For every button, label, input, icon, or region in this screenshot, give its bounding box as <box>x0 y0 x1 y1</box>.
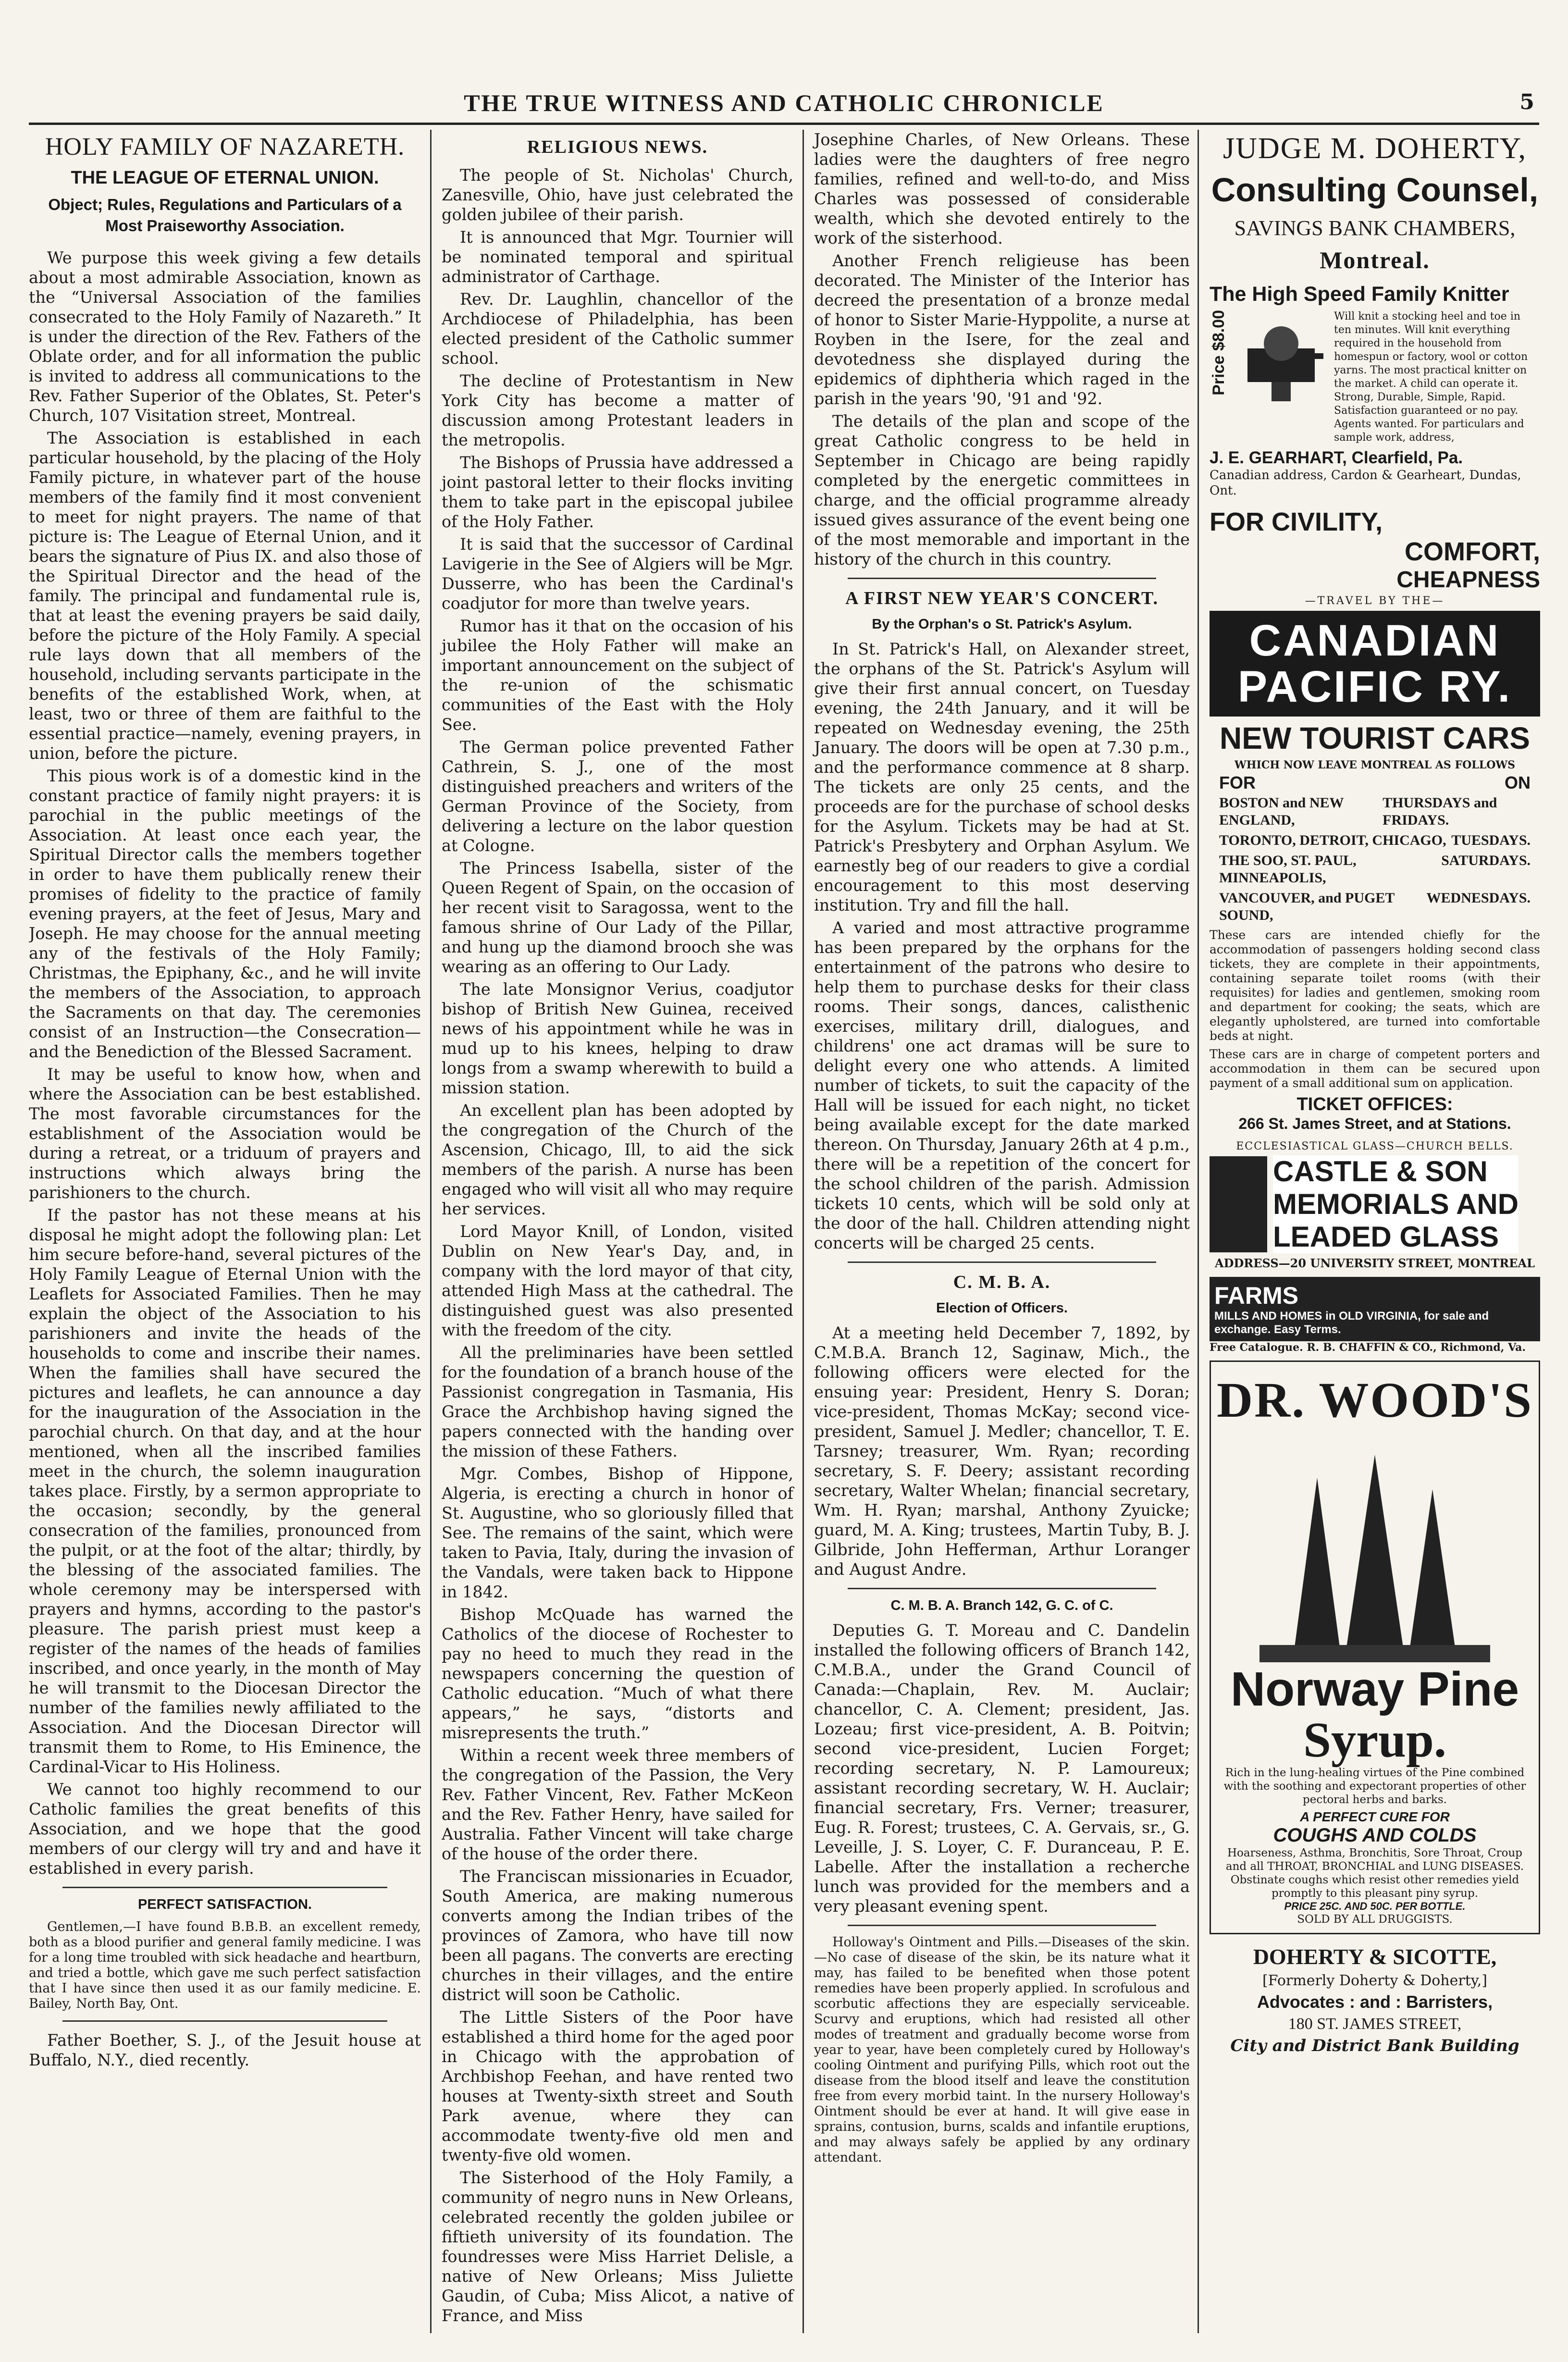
paragraph: We cannot too highly recommend to our Catholic families the great benefits of this Association, and we hope that the good members of our clergy will try and and have it established in every parish. <box>29 1780 421 1878</box>
cpr-ad <box>1210 507 1540 1133</box>
column-rule <box>1198 130 1199 2333</box>
concert-subheading: By the Orphan's o St. Patrick's Asylum. <box>872 617 1132 632</box>
drwood-name: Norway Pine <box>1230 1662 1519 1716</box>
judge-office: SAVINGS BANK CHAMBERS, <box>1234 216 1516 240</box>
divider <box>62 2020 387 2022</box>
cpr-for-label: FOR <box>1219 773 1256 792</box>
news-item: Lord Mayor Knill, of London, visited Dublin on New Year's Day, and, in company with the lord mayor of that city, attended High Mass at the cathedral. The distinguished guest was also presented with the freedom of the city. <box>442 1222 793 1339</box>
cpr-on-label: ON <box>1505 773 1531 792</box>
cpr-comfort: COMFORT, <box>1405 537 1540 566</box>
doherty-name: DOHERTY & SICOTTE, <box>1253 1944 1497 1969</box>
cpr-which: WHICH NOW LEAVE MONTREAL AS FOLLOWS <box>1235 759 1515 771</box>
cpr-destination: BOSTON and NEW ENGLAND, <box>1219 795 1344 828</box>
masthead <box>29 84 1539 125</box>
farms-catalog: Free Catalogue. R. B. CHAFFIN & CO., Richmond, Va. <box>1210 1341 1526 1354</box>
cpr-notes: These cars are intended chiefly for the accommodation of passengers holding second class tickets, they are complete in their appointments, containing separate toilet rooms (with their requisites) for ladies and gentlemen, smoking room and department for cooking; the seats, which are elegantly upholstered, are turned into comfortable beds at night. <box>1210 928 1540 1043</box>
cpr-schedule-row <box>1219 832 1531 849</box>
knitter-description: Will knit a stocking heel and toe in ten minutes. Will knit everything required in the household from homespun or factory, wool or cotton yarns. The most practical knitter on the market. A child can operate it. Strong, Durable, Simple, Rapid. Satisfaction guaranteed or no pay. Agents wanted. For particulars and sample work, address, <box>1334 310 1528 444</box>
paragraph: At a meeting held December 7, 1892, by C.M.B.A. Branch 12, Saginaw, Mich., the following officers were elected for the ensuing year: President, Henry S. Doran; vice-president, Thomas McKay; second vice-president, Samuel J. Medler; chancellor, T. E. Tarsney; treasurer, Wm. Ryan; recording secretary, S. F. Deery; assistant recording secretary, Walter Whelan; financial secretary, Wm. H. Ryan; marshal, Anthony Zyuicke; guard, M. A. King; trustees, Martin Tuby, B. J. Gilbride, John Hefferman, Arthur Loranger and August Andre. <box>814 1323 1190 1579</box>
cpr-cheapness: CHEAPNESS <box>1396 567 1540 593</box>
drwood-perfect: A PERFECT CURE FOR <box>1300 1809 1450 1824</box>
castle-heading: ECCLESIASTICAL GLASS—CHURCH BELLS. <box>1236 1140 1514 1152</box>
drwood-title: DR. WOOD'S <box>1217 1373 1533 1428</box>
holloway-advert: Holloway's Ointment and Pills.—Diseases of the skin.—No case of disease of the skin, be its nature what it may, has failed to be benefited when those potent remedies have been properly applied. In scrofulous and scorbutic affections they are especially serviceable. Scurvy and eruptions, which had resisted all other modes of treatment and gradually become worse from year to year, have been completely cured by Holloway's cooling Ointment and purifying Pills, which root out the disease from the blood itself and leave the constitution free from every morbid taint. In the nursery Holloway's Ointment should be ever at hand. It will give ease in sprains, contusion, burns, scalds and infantile eruptions, and may always safely be applied by any ordinary attendant. <box>814 1935 1190 2165</box>
castle-son-ad <box>1210 1140 1540 1270</box>
article-subhead: THE LEAGUE OF ETERNAL UNION. <box>71 168 379 188</box>
article-headline: HOLY FAMILY OF NAZARETH. <box>45 133 405 161</box>
cpr-destination: THE SOO, ST. PAUL, MINNEAPOLIS, <box>1219 853 1357 886</box>
column-1 <box>29 130 428 2333</box>
column-rule <box>430 130 432 2333</box>
knitter-price: Price $8.00 <box>1210 310 1228 396</box>
drwood-syrup: Syrup. <box>1303 1712 1446 1768</box>
paragraph: If the pastor has not these means at his disposal he might adopt the following plan: Let him secure before-hand, several pictures of the Holy Family League of Eternal Union with the Leaflets for Associated Families. Then he may explain the object of the Association to his parishioners and invite the heads of the households to come and inscribe their names. When the families shall have secured the pictures and leaflets, he can announce a day for the inauguration of the Association in the parochial church. On that day, and at the hour mentioned, when all the inscribed families meet in the church, the solemn inauguration takes place. Firstly, by a sermon appropriate to the occasion; secondly, by the general consecration of the families, pronounced from the pulpit, or at the foot of the altar; thirdly, by the blessing of the associated families. The whole ceremony may be interspersed with prayers and hymns, according to the pastor's pleasure. The parish priest must keep a register of the names of the heads of families inscribed, and once yearly, in the month of May he will transmit to the Diocesan Director the number of the families newly affiliated to the Association. And the Diocesan Director will transmit them to Rome, to His Eminence, the Cardinal-Vicar to His Holiness. <box>29 1206 421 1776</box>
satisfaction-heading: PERFECT SATISFACTION. <box>138 1897 312 1912</box>
masthead-title: THE TRUE WITNESS AND CATHOLIC CHRONICLE <box>464 89 1104 116</box>
cpr-schedule-row <box>1219 794 1531 829</box>
castle-glass: LEADED GLASS <box>1273 1221 1519 1253</box>
branch-heading: C. M. B. A. Branch 142, G. C. of C. <box>890 1598 1113 1613</box>
cpr-destination: TORONTO, DETROIT, CHICAGO, <box>1219 832 1446 848</box>
judge-title: Consulting Counsel, <box>1211 171 1539 209</box>
cpr-schedule-header <box>1219 774 1531 791</box>
news-item: The Franciscan missionaries in Ecuador, South America, are making numerous converts among the Indian tribes of the provinces of Zamora, who have till now been all pagans. The converts are erecting churches in their villages, and the entire district will soon be Catholic. <box>442 1867 793 2004</box>
cpr-schedule-row <box>1219 890 1531 924</box>
news-item: Rumor has it that on the occasion of his jubilee the Holy Father will make an important announcement on the subject of the re-union of the schismatic communities of the East with the Holy See. <box>442 617 793 734</box>
paragraph: This pious work is of a domestic kind in the constant practice of family night prayers: it is parochial in the public meetings of the Association. At least once each year, the Spiritual Director calls the members together in order to have them publically renew their promises of fidelity to the practice of family evening prayers, at the feet of Jesus, Mary and Joseph. He may choose for the annual meeting any of the festivals of the Holy Family; Christmas, the Epiphany, &c., and he will invite the members of the Association, to approach the Sacraments on that day. The ceremonies consist of an Instruction—the Consecration—and the Benediction of the Blessed Sacrament. <box>29 767 421 1061</box>
news-item: An excellent plan has been adopted by the congregation of the Church of the Ascension, Chicago, Ill, to aid the sick members of the parish. A nurse has been engaged who will visit all who may require her services. <box>442 1101 793 1218</box>
news-item: The late Monsignor Verius, coadjutor bishop of British New Guinea, received news of his appointment while he was in mud up to his knees, helping to draw longs from a swamp wherewith to build a mission station. <box>442 980 793 1097</box>
column-2 <box>435 130 800 2333</box>
news-item: Bishop McQuade has warned the Catholics of the diocese of Rochester to pay no heed to much they read in the newspapers concerning the question of Catholic education. “Much of what there appears,” he says, “distorts and misrepresents the truth.” <box>442 1605 793 1742</box>
news-item: The Princess Isabella, sister of the Queen Regent of Spain, on the occasion of her recent visit to Saragossa, went to the famous shrine of Our Lady of the Pillar, and hung up the diamond brooch she was wearing as an offering to Our Lady. <box>442 859 793 976</box>
farms-title: FARMS <box>1214 1282 1298 1309</box>
cpr-tourist-cars: NEW TOURIST CARS <box>1220 721 1530 755</box>
news-item: The Bishops of Prussia have addressed a joint pastoral letter to their flocks inviting them to take part in the episcopal jubilee of the Holy Father. <box>442 453 793 531</box>
doherty-role: Advocates : and : Barristers, <box>1257 1992 1493 2012</box>
drwood-coughs: COUGHS AND COLDS <box>1273 1825 1477 1846</box>
news-item: The Sisterhood of the Holy Family, a community of negro nuns in New Orleans, celebrated recently the golden jubilee or fiftieth university of its foundation. The foundresses were Miss Harriet Delisle, a native of New Orleans; Miss Juliette Gaudin, of Cuba; Miss Alicot, a native of France, and Miss <box>442 2168 793 2325</box>
knitter-address: J. E. GEARHART, Clearfield, Pa. <box>1210 448 1463 467</box>
dr-woods-ad <box>1210 1360 1540 1934</box>
news-item: Rev. Dr. Laughlin, chancellor of the Archdiocese of Philadelphia, has been elected president of the Catholic summer school. <box>442 290 793 368</box>
cpr-day: WEDNESDAYS. <box>1426 890 1531 906</box>
divider <box>848 1588 1156 1589</box>
paragraph: We purpose this week giving a few details about a most admirable Association, known as the “Universal Association of the families consecrated to the Holy Family of Nazareth.” It is under the direction of the Rev. Fathers of the Oblate order, and for all information the public is invited to address all communications to the Rev. Father Superior of the Oblates, St. Peter's Church, 107 Visitation street, Montreal. <box>29 248 421 425</box>
column-3 <box>807 130 1197 2333</box>
cpr-logo: CANADIAN PACIFIC RY. <box>1210 611 1540 717</box>
divider <box>848 1925 1156 1926</box>
news-item: Mgr. Combes, Bishop of Hippone, Algeria, is erecting a church in honor of St. Augustine, who so gloriously filled that See. The remains of the saint, which were taken to Pavia, Italy, during the invasion of the Vandals, were taken back to Hippone in 1842. <box>442 1464 793 1601</box>
news-item: All the preliminaries have been settled for the foundation of a branch house of the Passionist congregation in Tasmania, His Grace the Archbishop having signed the papers connected with the handing over the mission of these Fathers. <box>442 1343 793 1460</box>
cmba-heading: C. M. B. A. <box>953 1272 1051 1292</box>
cpr-travel: —TRAVEL BY THE— <box>1305 595 1445 607</box>
concert-heading: A FIRST NEW YEAR'S CONCERT. <box>845 588 1159 608</box>
closing-paragraph: Father Boether, S. J., of the Jesuit house at Buffalo, N.Y., died recently. <box>29 2031 421 2069</box>
judge-name: JUDGE M. DOHERTY, <box>1223 132 1527 165</box>
news-item: The German police prevented Father Cathrein, S. J., one of the most distinguished preachers and writers of the German Province of the Society, from delivering a lecture on the labor question at Cologne. <box>442 738 793 855</box>
advert-column <box>1204 130 1540 2333</box>
paragraph: Josephine Charles, of New Orleans. These ladies were the daughters of free negro families, refined and well-to-do, and Miss Charles was possessed of considerable wealth, which she devoted entirely to the work of the sisterhood. <box>814 130 1190 247</box>
cpr-day: THURSDAYS and FRIDAYS. <box>1383 795 1497 828</box>
divider <box>848 578 1156 579</box>
judge-doherty-ad <box>1210 132 1540 274</box>
doherty-building: City and District Bank Building <box>1230 2036 1519 2055</box>
knitter-heading: The High Speed Family Knitter <box>1210 283 1509 306</box>
cmba-subheading: Election of Officers. <box>936 1300 1068 1316</box>
cpr-day: SATURDAYS. <box>1441 853 1531 868</box>
paragraph: Deputies G. T. Moreau and C. Dandelin installed the following officers of Branch 142, C.M.B.A., under the Grand Council of Canada:—Chaplain, Rev. M. Auclair; chancellor, C. A. Clement; president, Jas. Lozeau; first vice-president, A. B. Poitvin; second vice-president, Lucien Forget; recording secretary, N. P. Lamoureux; assistant recording secretary, W. H. Auclair; financial secretary, Frs. Verner; treasurer, Eug. R. Forest; trustees, C. A. Gervais, sr., G. Leveille, J. S. Loyer, C. F. Duranceau, P. E. Labelle. After the installation a recherche lunch was provided for the members and a very pleasant evening spent. <box>814 1621 1190 1916</box>
drwood-list: Hoarseness, Asthma, Bronchitis, Sore Throat, Croup and all THROAT, BRONCHIAL and LUNG DISEASES. Obstinate coughs which resist other remedies yield promptly to this pleasant piny syrup. <box>1225 1847 1524 1900</box>
farms-sub: MILLS AND HOMES in OLD VIRGINIA, for sale and exchange. Easy Terms. <box>1214 1310 1489 1336</box>
knitter-ad <box>1210 283 1540 498</box>
divider <box>848 1261 1156 1263</box>
paragraph: Another French religieuse has been decorated. The Minister of the Interior has decreed the presentation of a bronze medal of honor to Sister Marie-Hyppolite, a nurse at Royben in the Isere, for the zeal and devotedness she displayed during the epidemics of diphtheria which raged in the parish in the years '90, '91 and '92. <box>814 251 1190 408</box>
cpr-day: TUESDAYS. <box>1451 832 1531 848</box>
church-window-icon <box>1210 1156 1267 1252</box>
cpr-destination: VANCOUVER, and PUGET SOUND, <box>1219 890 1395 923</box>
cpr-civility: FOR CIVILITY, <box>1210 507 1383 536</box>
pine-trees-illustration <box>1216 1432 1534 1662</box>
cpr-notes: These cars are in charge of competent porters and accommodation in them can be secured upon payment of a small additional sum on application. <box>1210 1047 1540 1090</box>
paragraph: A varied and most attractive programme has been prepared by the orphans for the entertainment of the patrons who desire to help them to purchase desks for their class rooms. Their songs, dances, calisthenic exercises, military drill, dialogues, and childrens' one act dramas will be sure to delight every one who attends. A limited number of tickets, to suit the capacity of the Hall will be issued for each night, no ticket being available except for the date marked thereon. On Thursday, January 26th at 4 p.m., there will be a repetition of the concert for the school children of the parish. Admission tickets 10 cents, which will be sold only at the door of the hall. Children attending night concerts will be charged 25 cents. <box>814 918 1190 1252</box>
satisfaction-text: Gentlemen,—I have found B.B.B. an excellent remedy, both as a blood purifier and general family medicine. I was for a long time troubled with sick headache and heartburn, and tried a bottle, which gave me such perfect satisfaction that I have since then used it as our family medicine. E. Bailey, North Bay, Ont. <box>29 1919 421 2011</box>
farms-ad <box>1210 1277 1540 1354</box>
paragraph: The Association is established in each particular household, by the placing of the Holy Family picture, in whatever part of the house members of the family find it most convenient to meet for night prayers. The name of that picture is: The League of Eternal Union, and it bears the signature of Pius IX. and also those of the Spiritual Director and the head of the family. The principal and fundamental rule is, that at least the evening prayers be said daily, before the picture of the Holy Family. A special rule lays down that all members of the household, including servants participate in the benefits of the established Work, when, at least, two or three of them are faithful to the essential practice—namely, evening prayers, in union, before the picture. <box>29 429 421 763</box>
knitting-machine-illustration <box>1233 310 1329 406</box>
knitter-canadian-address: Canadian address, Cardon & Gearheart, Dundas, Ont. <box>1210 468 1521 498</box>
column-rule <box>803 130 804 2333</box>
farms-banner <box>1210 1277 1540 1341</box>
paragraph: In St. Patrick's Hall, on Alexander street, the orphans of the St. Patrick's Asylum will give their first annual concert, on Tuesday evening, the 24th January, and it will be repeated on Wednesday evening, the 25th January. The doors will be open at 7.30 p.m., and the performance commence at 8 sharp. The tickets are only 25 cents, and the proceeds are for the purchase of school desks for the Asylum. Tickets may be had at St. Patrick's Presbytery and Orphan Asylum. We earnestly beg of our readers to give a cordial encouragement to this most deserving institution. Try and fill the hall. <box>814 640 1190 915</box>
article-deck: Object; Rules, Regulations and Particulars of a Most Praiseworthy Association. <box>48 196 402 235</box>
drwood-price: PRICE 25C. AND 50C. PER BOTTLE. <box>1284 1900 1466 1912</box>
news-item: It is said that the successor of Cardinal Lavigerie in the See of Algiers will be Mgr. Dusserre, who has been the Cardinal's coadjutor for more than twelve years. <box>442 535 793 613</box>
paragraph: It may be useful to know how, when and where the Association can be best established. The most favorable circumstances for the establishment of the Association would be during a retreat, or a triduum of prayers and instructions which always bring the parishioners to the church. <box>29 1065 421 1202</box>
doherty-formerly: [Formerly Doherty & Doherty,] <box>1262 1972 1487 1989</box>
cpr-schedule-row <box>1219 852 1531 887</box>
cpr-ticket-offices: TICKET OFFICES: <box>1296 1094 1453 1114</box>
knitter-body <box>1210 310 1540 445</box>
castle-memorials: MEMORIALS AND <box>1273 1188 1519 1220</box>
news-item: The decline of Protestantism in New York City has become a matter of discussion among Protestant leaders in the metropolis. <box>442 371 793 449</box>
cpr-address: 266 St. James Street, and at Stations. <box>1238 1115 1511 1132</box>
divider <box>62 1887 387 1888</box>
paragraph: The details of the plan and scope of the great Catholic congress to be held in September in Chicago are being rapidly completed by the energetic committees in charge, and the official programme already issued gives assurance of the event being one of the most memorable and important in the history of the church in this country. <box>814 412 1190 569</box>
religious-news-heading: RELIGIOUS NEWS. <box>527 137 708 157</box>
drwood-sold: SOLD BY ALL DRUGGISTS. <box>1297 1913 1453 1926</box>
news-item: Within a recent week three members of the congregation of the Passion, the Very Rev. Father Vincent, Rev. Father McKeon and the Rev. Father Henry, have sailed for Australia. Father Vincent will take charge of the house of the order there. <box>442 1746 793 1863</box>
drwood-text: Rich in the lung-healing virtues of the Pine combined with the soothing and expectorant properties of other pectoral herbs and barks. <box>1223 1767 1526 1806</box>
castle-box <box>1210 1155 1540 1253</box>
doherty-street: 180 ST. JAMES STREET, <box>1288 2015 1462 2033</box>
judge-city: Montreal. <box>1320 247 1430 273</box>
page-number: 5 <box>1519 90 1534 114</box>
castle-name: CASTLE & SON <box>1273 1155 1519 1188</box>
news-item: The Little Sisters of the Poor have established a third home for the aged poor in Chicago with the approbation of Archbishop Feehan, and have rented two houses at Twenty-sixth street and South Park avenue, where they can accommodate twenty-five old men and twenty-five old women. <box>442 2008 793 2164</box>
doherty-sicotte-ad <box>1210 1944 1540 2055</box>
castle-address: ADDRESS—20 UNIVERSITY STREET, MONTREAL <box>1215 1256 1535 1270</box>
news-item: It is announced that Mgr. Tournier will be nominated temporal and spiritual administrator of Carthage. <box>442 228 793 286</box>
news-item: The people of St. Nicholas' Church, Zanesville, Ohio, have just celebrated the golden jubilee of their parish. <box>442 166 793 224</box>
